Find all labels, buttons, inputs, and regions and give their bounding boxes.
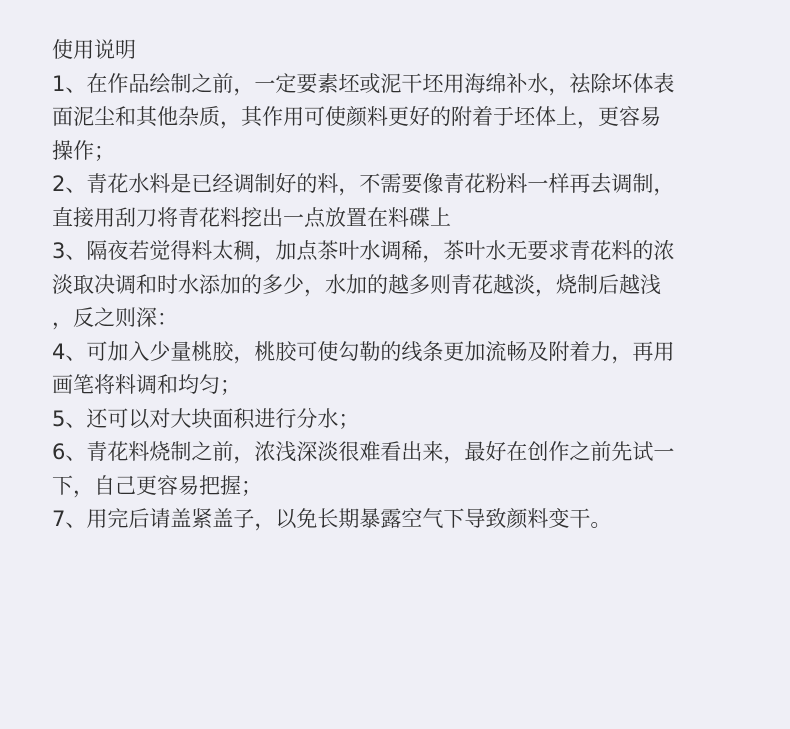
document-title: 使用说明	[52, 38, 136, 62]
instruction-line: 淡取决调和时水添加的多少，水加的越多则青花越淡，烧制后越浅	[52, 272, 661, 297]
instruction-line: 画笔将料调和均匀；	[52, 373, 241, 397]
instruction-line: 7、用完后请盖紧盖子，以免长期暴露空气下导致颜料变干。	[52, 507, 612, 531]
instruction-line: 4、可加入少量桃胶，桃胶可使勾勒的线条更加流畅及附着力，再用	[52, 339, 675, 364]
instruction-line: 6、青花料烧制之前，浓浅深淡很难看出来，最好在创作之前先试一	[52, 440, 675, 464]
instruction-line: 5、还可以对大块面积进行分水；	[52, 406, 360, 431]
instruction-line: 3、隔夜若觉得料太稠，加点茶叶水调稀，茶叶水无要求青花料的浓	[52, 239, 675, 263]
instruction-line: 操作；	[52, 138, 115, 163]
instruction-line: ，反之则深：	[52, 306, 178, 330]
instruction-line: 2、青花水料是已经调制好的料，不需要像青花粉料一样再去调制，	[52, 172, 675, 196]
instructions-document	[52, 34, 758, 537]
instruction-line: 1、在作品绘制之前，一定要素坯或泥干坯用海绵补水，祛除坏体表	[52, 71, 675, 96]
instruction-line: 直接用刮刀将青花料挖出一点放置在料碟上	[52, 205, 451, 230]
instruction-line: 下，自己更容易把握；	[52, 473, 262, 498]
instruction-line: 面泥尘和其他杂质，其作用可使颜料更好的附着于坯体上，更容易	[52, 105, 661, 129]
